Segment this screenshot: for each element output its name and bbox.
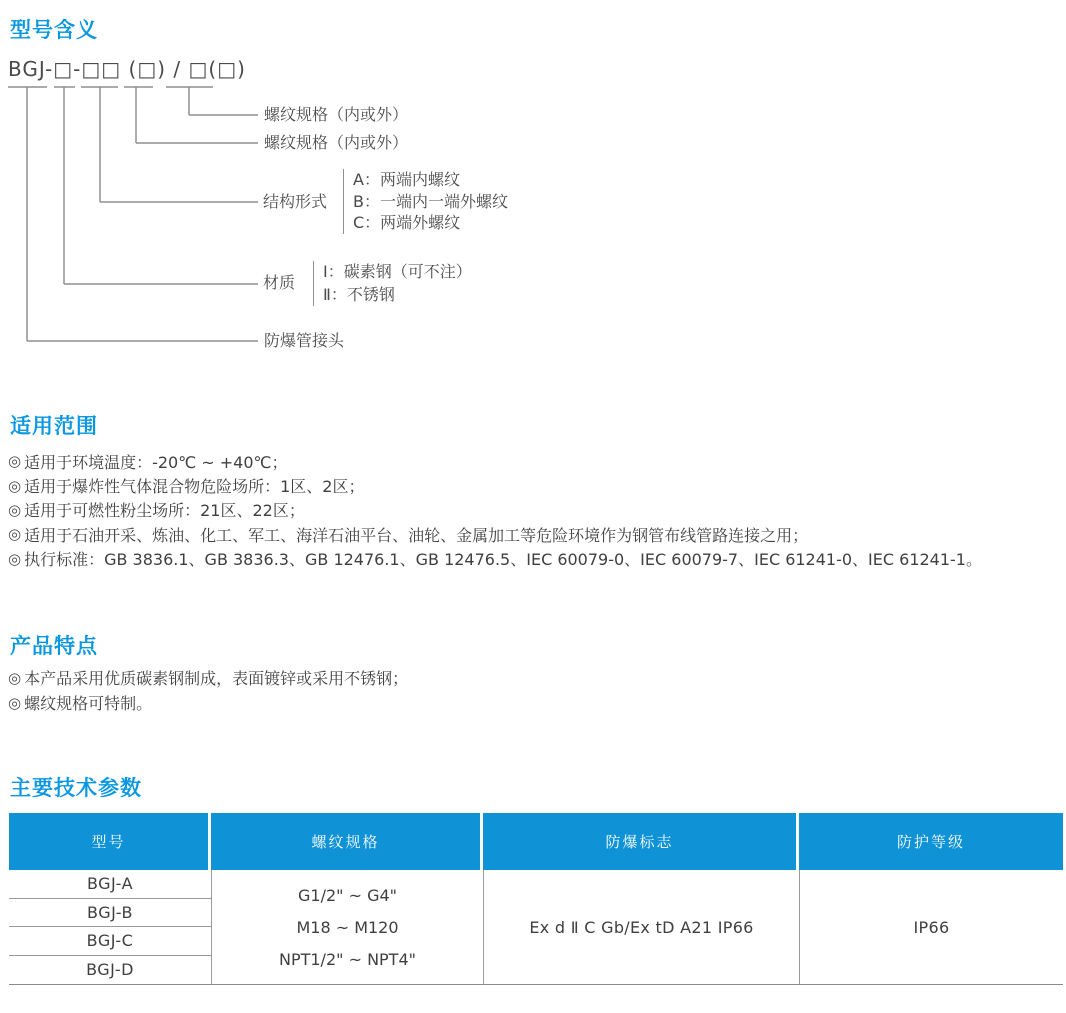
material-options [313, 261, 472, 306]
spec-table-body [9, 870, 1063, 985]
scope-item [8, 473, 982, 497]
thread-spec-line: G1/2" ~ G4" [297, 885, 398, 905]
bullet-icon: ◎ [8, 525, 22, 544]
spec-table [9, 813, 1063, 985]
scope-item-text: 适用于可燃性粉尘场所：21区、22区； [24, 501, 305, 521]
bullet-icon: ◎ [8, 452, 22, 471]
spec-table-header-cell: 防护等级 [799, 813, 1063, 870]
table-row-model: BGJ-C [9, 927, 211, 956]
bullet-icon: ◎ [8, 668, 22, 687]
bullet-icon: ◎ [8, 693, 22, 712]
table-row-model: BGJ-D [86, 960, 134, 980]
model-code: BGJ-□-□□ (□) / □(□) [8, 57, 246, 81]
scope-item [8, 522, 982, 546]
scope-list [8, 449, 982, 571]
feature-item [8, 665, 408, 690]
thread-spec-line: M18 ~ M120 [296, 917, 399, 937]
scope-item [8, 449, 982, 473]
material-option: Ⅱ：不锈钢 [323, 284, 395, 304]
ip-rating-cell: IP66 [799, 870, 1063, 984]
structure-option: C：两端外螺纹 [353, 213, 461, 232]
scope-item-text: 适用于环境温度：-20℃ ~ +40℃； [24, 452, 288, 472]
section-title-features: 产品特点 [10, 634, 98, 658]
thread-spec-line: NPT1/2" ~ NPT4" [278, 949, 416, 969]
section-title-model-meaning: 型号含义 [10, 18, 98, 42]
structure-option: B：一端内一端外螺纹 [353, 191, 508, 211]
model-column [9, 870, 211, 984]
structure-options [343, 169, 508, 234]
section-title-specs: 主要技术参数 [10, 776, 142, 800]
spec-table-header-cell: 防爆标志 [483, 813, 796, 870]
feature-item-text: 本产品采用优质碳素钢制成，表面镀锌或采用不锈钢； [24, 669, 409, 688]
feature-item-text: 螺纹规格可特制。 [24, 694, 153, 713]
table-row-model: BGJ-B [9, 899, 211, 928]
scope-item-text: 适用于爆炸性气体混合物危险场所：1区、2区； [24, 477, 365, 497]
structure-option: A：两端内螺纹 [353, 170, 460, 189]
bullet-icon: ◎ [8, 549, 22, 568]
table-row-model: BGJ-A [9, 870, 211, 899]
label-product-name: 防爆管接头 [264, 331, 345, 350]
material-option: Ⅰ：碳素钢（可不注） [323, 262, 472, 281]
label-material: 材质 [263, 273, 296, 292]
leader-lines [0, 0, 1066, 370]
label-structure-type: 结构形式 [263, 192, 328, 211]
section-title-scope: 适用范围 [10, 414, 98, 438]
scope-item-text: 适用于石油开采、炼油、化工、军工、海洋石油平台、油轮、金属加工等危险环境作为钢管布线管路连接之用； [24, 525, 809, 545]
spec-table-header-cell: 型号 [9, 813, 208, 870]
spec-table-header-row [9, 813, 1063, 870]
features-list [8, 665, 408, 715]
thread-spec-cell [211, 870, 483, 984]
scope-item-text: 执行标准：GB 3836.1、GB 3836.3、GB 12476.1、GB 12476.5、IEC 60079-0、IEC 60079-7、IEC 61241-0、IEC 61241-1。 [24, 550, 982, 570]
label-thread-spec-outer: 螺纹规格（内或外） [264, 105, 409, 124]
label-thread-spec-inner: 螺纹规格（内或外） [264, 133, 409, 152]
spec-table-header-cell: 螺纹规格 [211, 813, 480, 870]
scope-item [8, 547, 982, 571]
bullet-icon: ◎ [8, 500, 22, 519]
feature-item [8, 690, 408, 715]
ex-marking-cell: Ex d Ⅱ C Gb/Ex tD A21 IP66 [483, 870, 799, 984]
scope-item [8, 498, 982, 522]
bullet-icon: ◎ [8, 476, 22, 495]
